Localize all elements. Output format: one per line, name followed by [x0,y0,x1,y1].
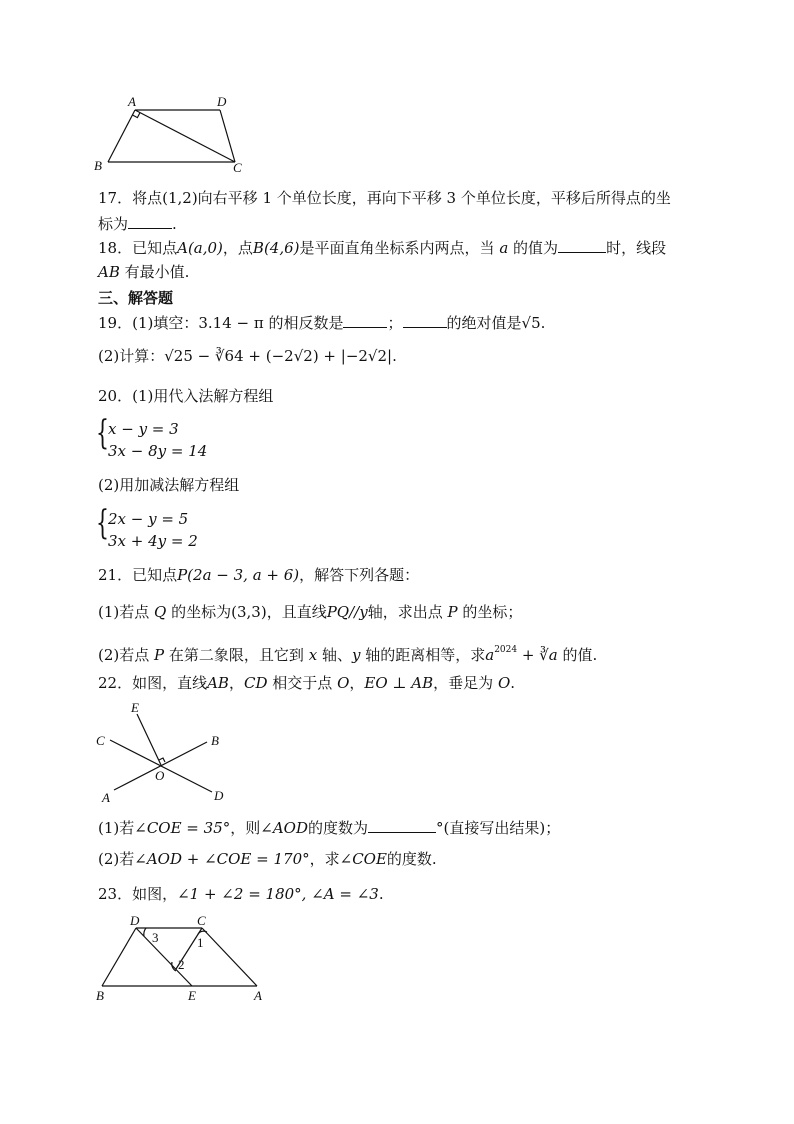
angle-label-2: 2 [178,957,185,972]
system1-eq2: 3x − 8y = 14 [108,442,208,460]
ray-oe [137,714,161,765]
section-title: 三、解答题 [98,289,174,307]
q18-line1: 18．已知点A(a,0)，点B(4,6)是平面直角坐标系内两点，当 a 的值为 时，线段 [98,239,667,257]
system2-eq1: 2x − y = 5 [108,510,189,528]
label-c: C [96,733,105,748]
q20-part2: (2)用加减法解方程组 [98,476,240,494]
answer-blank [343,313,387,328]
label-c: C [233,160,242,175]
label-e: E [131,700,139,715]
label-a: A [102,790,110,805]
label-d: D [214,788,224,803]
q21-part2: (2)若点 P 在第二象限，且它到 x 轴、y 轴的距离相等，求$a^{2024}$ + ∛a 的值. [98,645,598,664]
label-a: A [128,94,136,109]
label-b: B [96,988,104,1002]
system2-eq2: 3x + 4y = 2 [108,532,198,550]
q20-part1: 20．(1)用代入法解方程组 [98,387,274,405]
answer-blank [128,214,172,229]
segment-ca [202,928,257,986]
angle-label-1: 1 [197,935,204,950]
system1-eq1: x − y = 3 [108,420,179,438]
q22-part2: (2)若∠AOD + ∠COE = 170°，求∠COE的度数. [98,850,437,868]
q17-line1: 17．将点(1,2)向右平移 1 个单位长度，再向下平移 3 个单位长度，平移后所得点的坐 [98,189,671,207]
q17-line2: 标为 . [98,215,177,233]
label-b: B [94,158,102,173]
label-d: D [217,94,227,109]
system2-brace: { [96,503,109,543]
system1-brace: { [96,413,109,453]
segment-dc [220,110,235,162]
q22-stem: 22．如图，直线AB，CD 相交于点 O，EO ⊥ AB，垂足为 O. [98,674,516,692]
parallel-lines-figure [92,910,272,1002]
trapezoid-figure [90,92,260,178]
segment-db [102,928,136,986]
segment-ac [135,110,235,162]
label-a: A [254,988,262,1002]
segment-ab [108,110,135,162]
answer-blank [558,238,606,253]
q23-stem: 23．如图，∠1 + ∠2 = 180°, ∠A = ∠3. [98,885,384,903]
label-b: B [211,733,219,748]
angle-label-3: 3 [152,930,159,945]
q19-part2: (2)计算：√25 − ∛64 + (−2√2) + |−2√2|. [98,347,397,365]
q21-part1: (1)若点 Q 的坐标为(3,3)，且直线PQ//y轴，求出点 P 的坐标； [98,603,523,621]
intersecting-lines-figure [92,700,242,810]
q22-part1: (1)若∠COE = 35°，则∠AOD的度数为 °(直接写出结果)； [98,819,561,837]
label-e: E [188,988,196,1002]
angle-arc-3 [144,928,146,936]
q19-part1: 19．(1)填空：3.14 − π 的相反数是 ； 的绝对值是√5. [98,314,546,332]
q21-stem: 21．已知点P(2a − 3, a + 6)，解答下列各题： [98,566,420,584]
answer-blank [403,313,447,328]
answer-blank [368,818,436,833]
q18-line2: AB 有最小值. [98,263,190,281]
label-d: D [130,913,140,928]
label-c: C [197,913,206,928]
label-o: O [155,768,165,783]
